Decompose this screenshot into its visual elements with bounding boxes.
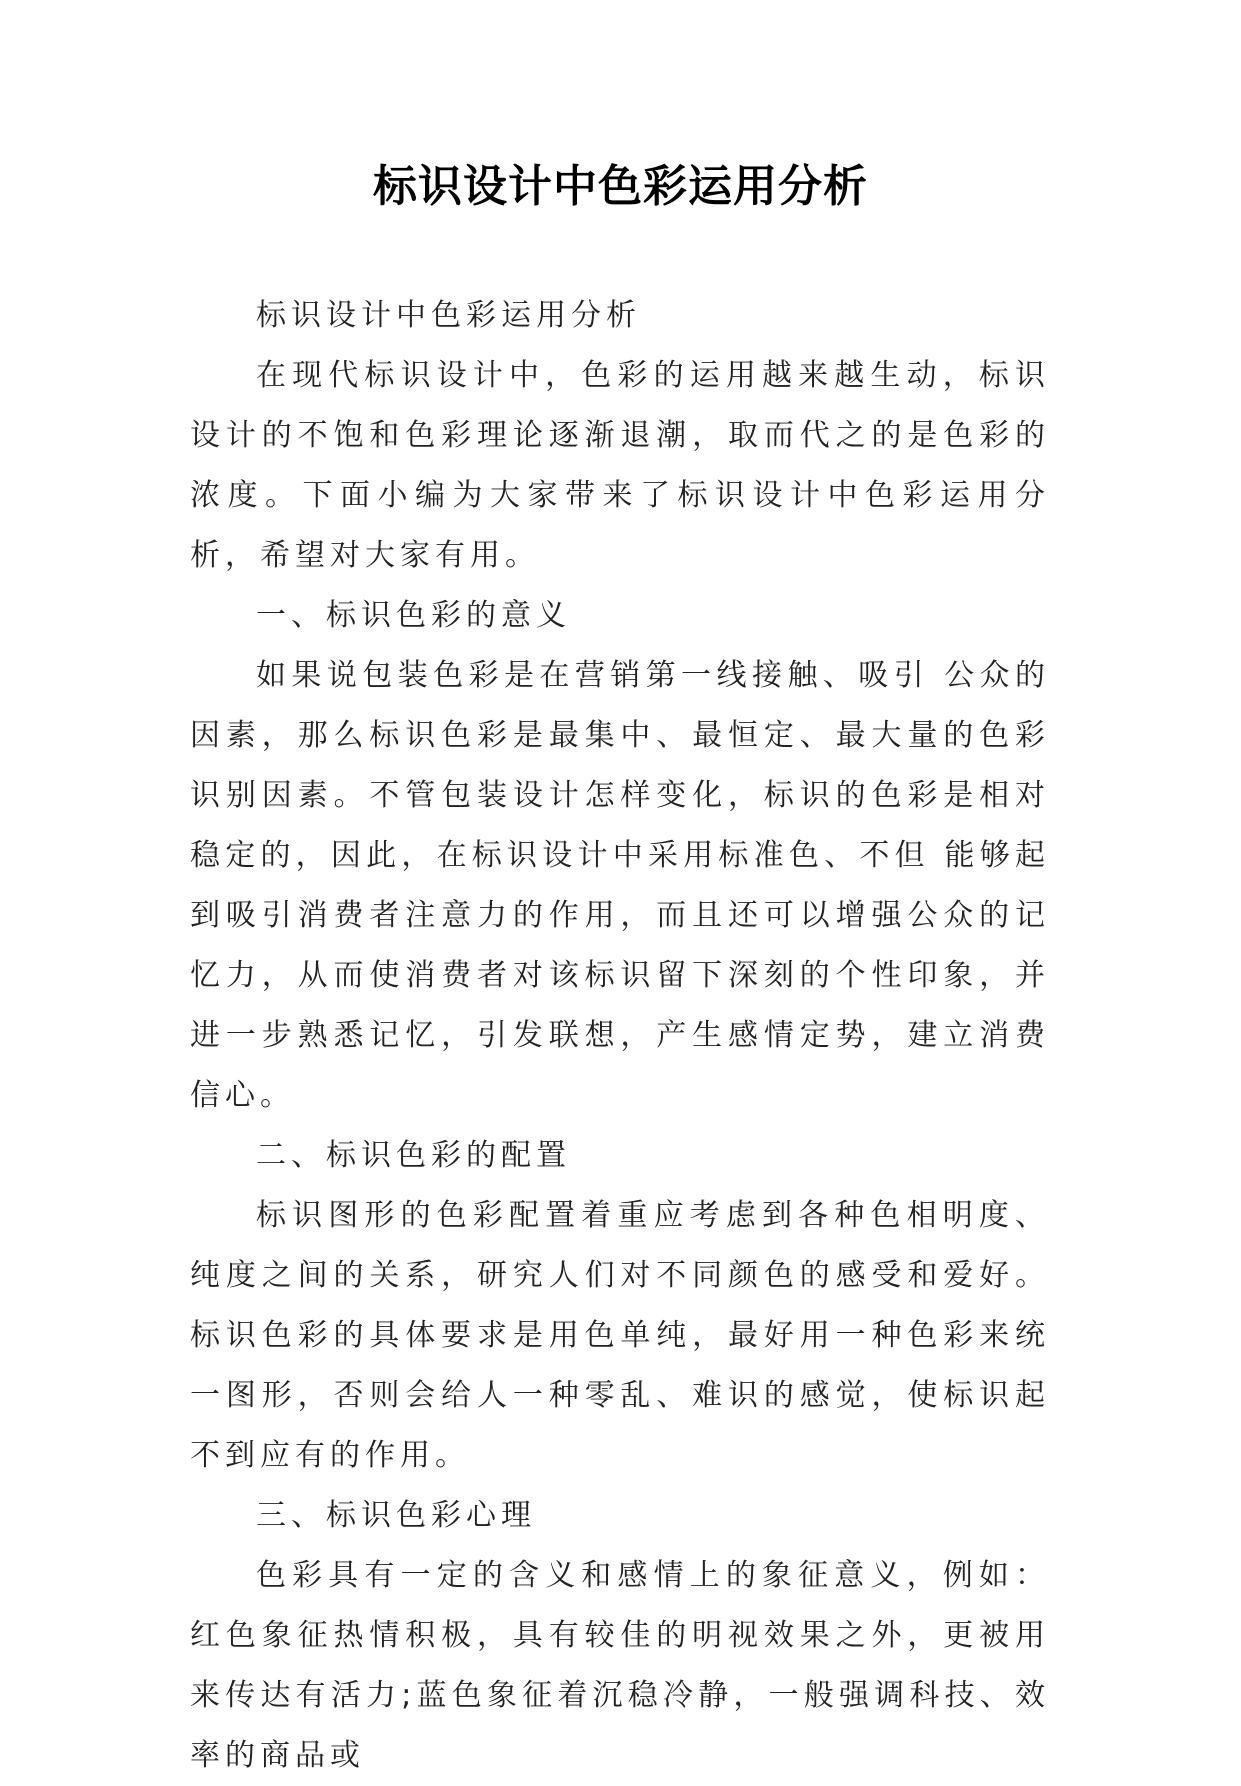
intro-paragraph: 在现代标识设计中，色彩的运用越来越生动，标识设计的不饱和色彩理论逐渐退潮，取而代之的是色彩的浓度。下面小编为大家带来了标识设计中色彩运用分析，希望对大家有用。 <box>190 358 1050 573</box>
document-body <box>190 286 1050 1786</box>
section-heading-2: 二、标识色彩的配置 <box>256 1138 571 1173</box>
document-title: 标识设计中色彩运用分析 <box>373 161 868 212</box>
section-2-paragraph: 标识图形的色彩配置着重应考虑到各种色相明度、纯度之间的关系，研究人们对不同颜色的感受和爱好。标识色彩的具体要求是用色单纯，最好用一种色彩来统一图形，否则会给人一种零乱、难识的感觉，使标识起不到应有的作用。 <box>190 1198 1050 1473</box>
section-heading-3: 三、标识色彩心理 <box>256 1498 536 1533</box>
section-3-paragraph: 色彩具有一定的含义和感情上的象征意义，例如：红色象征热情积极，具有较佳的明视效果之外，更被用来传达有活力;蓝色象征着沉稳冷静，一般强调科技、效 率的商品或 <box>190 1558 1050 1773</box>
subtitle-paragraph: 标识设计中色彩运用分析 <box>256 298 641 333</box>
section-heading-1: 一、标识色彩的意义 <box>256 598 571 633</box>
section-1-paragraph: 如果说包装色彩是在营销第一线接触、吸引 公众的因素，那么标识色彩是最集中、最恒定、最大量的色彩识别因素。不管包装设计怎样变化，标识的色彩是相对稳定的，因此，在标识设计中采用标准色、不但 能够起到吸引消费者注意力的作用，而且还可以增强公众的记忆力，从而使消费者对该标识留下深刻的个性印象，并进一步熟悉记忆，引发联想，产生感情定势，建立消费信心。 <box>190 658 1050 1113</box>
